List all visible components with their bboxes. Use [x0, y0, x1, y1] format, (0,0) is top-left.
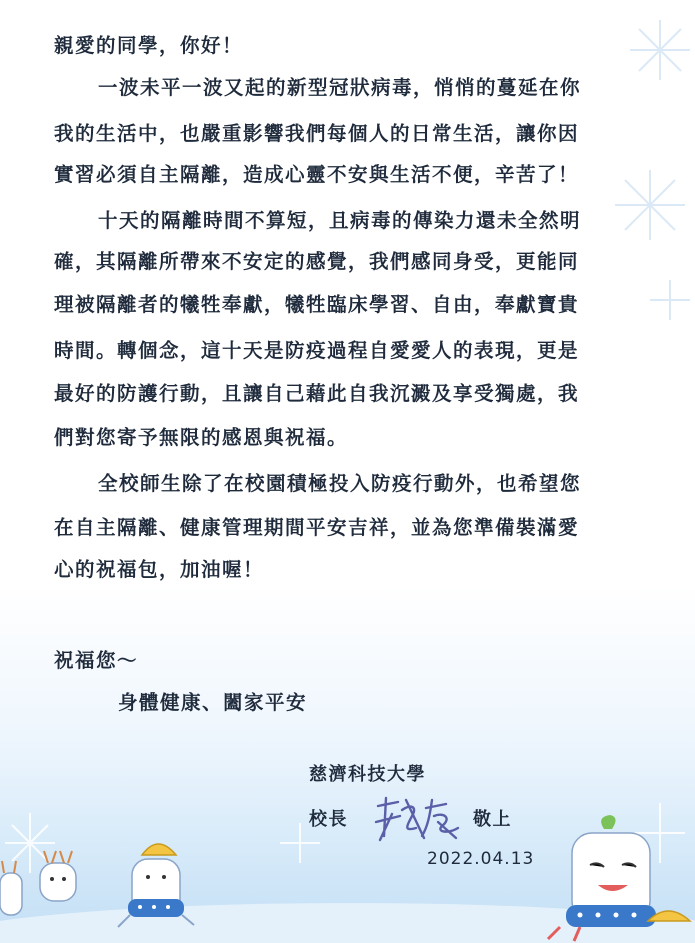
salutation: 親愛的同學，你好！	[54, 34, 244, 57]
paragraph-3-line-3: 心的祝福包，加油喔！	[54, 558, 265, 581]
school-name: 慈濟科技大學	[309, 764, 426, 785]
paragraph-2-line-2: 確，其隔離所帶來不安定的感覺，我們感同身受，更能同	[54, 250, 580, 273]
blessing-line: 身體健康、闔家平安	[118, 691, 308, 714]
paragraph-1-line-1: 一波未平一波又起的新型冠狀病毒，悄悄的蔓延在你	[98, 76, 582, 99]
closing-line: 祝福您～	[54, 649, 139, 672]
paragraph-2-line-3: 理被隔離者的犧牲奉獻，犧牲臨床學習、自由，奉獻寶貴	[54, 293, 580, 316]
paragraph-1-line-2: 我的生活中，也嚴重影響我們每個人的日常生活，讓你因	[54, 122, 580, 145]
winter-scene-illustration	[0, 803, 695, 943]
paragraph-3-line-2: 在自主隔離、健康管理期間平安吉祥，並為您準備裝滿愛	[54, 516, 580, 539]
president-title: 校長	[309, 809, 348, 830]
paragraph-3-line-1: 全校師生除了在校園積極投入防疫行動外，也希望您	[98, 472, 582, 495]
letter-date: 2022.04.13	[427, 849, 535, 869]
paragraph-2-line-1: 十天的隔離時間不算短，且病毒的傳染力還未全然明	[98, 209, 582, 232]
snowflake-decoration-top-right	[600, 0, 695, 330]
paragraph-2-line-6: 們對您寄予無限的感恩與祝福。	[54, 426, 349, 449]
paragraph-1-line-3: 實習必須自主隔離，造成心靈不安與生活不便，辛苦了！	[54, 163, 580, 186]
paragraph-2-line-4: 時間。轉個念，這十天是防疫過程自愛愛人的表現，更是	[54, 339, 580, 362]
regards-text: 敬上	[473, 809, 512, 830]
paragraph-2-line-5: 最好的防護行動，且讓自己藉此自我沉澱及享受獨處，我	[54, 382, 580, 405]
